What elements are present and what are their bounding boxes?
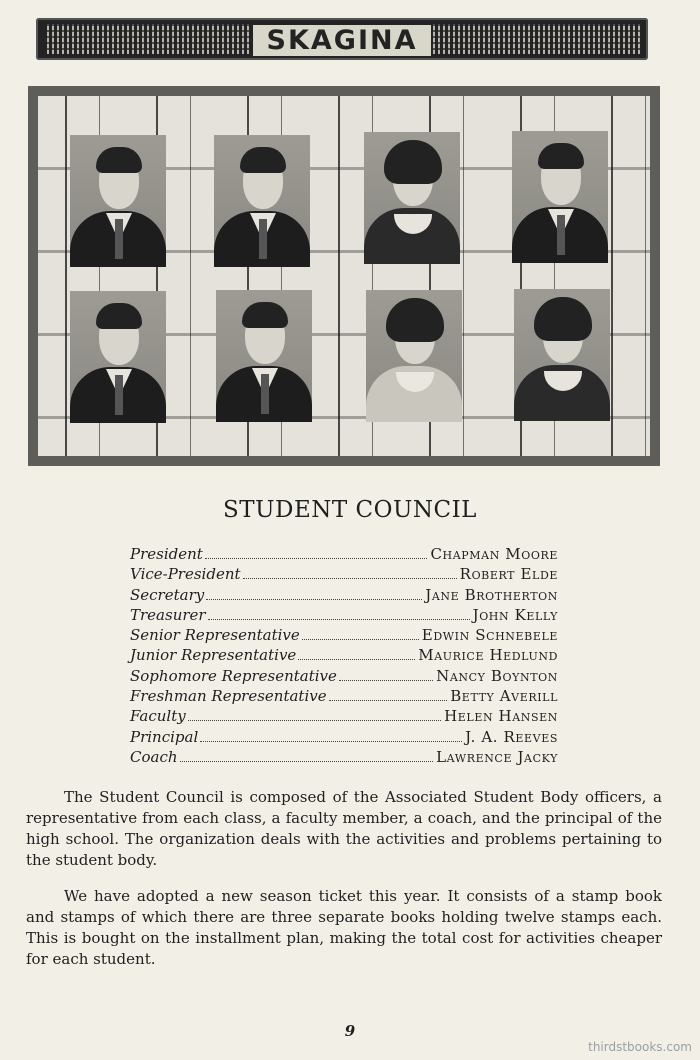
- portrait-photo: [70, 291, 166, 423]
- officer-row: [130, 565, 558, 585]
- portrait-photo: [366, 290, 462, 422]
- officers-list: [130, 545, 558, 768]
- officer-title: Freshman Representative: [130, 687, 327, 706]
- portrait-photo: [216, 290, 312, 422]
- officer-title: Coach: [130, 747, 178, 766]
- officer-title: Senior Representative: [130, 626, 300, 645]
- officer-title: Secretary: [130, 585, 205, 604]
- header-banner: [36, 18, 648, 60]
- page-heading: STUDENT COUNCIL: [223, 497, 477, 523]
- officer-title: Junior Representative: [130, 646, 297, 665]
- dot-leader: [205, 558, 428, 559]
- page-number: 9: [344, 1022, 356, 1040]
- officer-title: Vice-President: [130, 565, 241, 584]
- officer-row: [130, 728, 558, 748]
- watermark: thirdstbooks.com: [588, 1040, 692, 1054]
- officer-title: President: [130, 545, 203, 563]
- dot-leader: [243, 578, 457, 579]
- dot-leader: [302, 639, 419, 640]
- officer-row: [130, 606, 558, 626]
- officer-name: Nancy Boynton: [436, 666, 558, 685]
- officer-row: [130, 748, 558, 768]
- portrait-photo: [512, 131, 608, 263]
- dot-leader: [200, 741, 462, 742]
- body-paragraph: The Student Council is composed of the Associated Student Body officers, a representative from each class, a faculty member, a coach, and the principal of the high school. The organization deals with the activities and problems pertaining to the student body.: [26, 788, 662, 869]
- officer-name: Chapman Moore: [430, 545, 558, 563]
- officer-name: Helen Hansen: [444, 707, 558, 726]
- banner-title: SKAGINA: [36, 23, 648, 58]
- officer-name: Jane Brotherton: [425, 585, 558, 604]
- officer-title: Principal: [130, 727, 199, 746]
- officer-row: [130, 586, 558, 606]
- officer-name: Maurice Hedlund: [418, 646, 558, 665]
- dot-leader: [298, 659, 415, 660]
- officer-title: Faculty: [130, 707, 186, 726]
- officer-name: Lawrence Jacky: [436, 747, 558, 766]
- officer-title: Treasurer: [130, 605, 206, 624]
- dot-leader: [180, 761, 434, 762]
- officer-name: Robert Elde: [459, 565, 558, 584]
- portrait-photo: [364, 132, 460, 264]
- officer-row: [130, 707, 558, 727]
- portrait-photo: [514, 289, 610, 421]
- officer-name: J. A. Reeves: [465, 727, 558, 746]
- photo-panel: [28, 86, 660, 466]
- officer-title: Sophomore Representative: [130, 666, 337, 685]
- dot-leader: [208, 619, 470, 620]
- portrait-photo: [70, 135, 166, 267]
- officer-name: Betty Averill: [450, 687, 558, 706]
- portrait-photo: [214, 135, 310, 267]
- officer-row: [130, 626, 558, 646]
- officer-row: [130, 646, 558, 666]
- officer-name: John Kelly: [472, 605, 558, 624]
- dot-leader: [188, 720, 441, 721]
- officer-row: [130, 545, 558, 565]
- officer-row: [130, 667, 558, 687]
- body-paragraph: We have adopted a new season ticket this year. It consists of a stamp book and stamps of which there are three separate books holding twelve stamps each. This is bought on the installment plan, making the total cost for activities cheaper for each student.: [26, 887, 662, 968]
- dot-leader: [339, 680, 433, 681]
- dot-leader: [329, 700, 448, 701]
- officer-name: Edwin Schnebele: [421, 626, 558, 645]
- dot-leader: [206, 599, 422, 600]
- officer-row: [130, 687, 558, 707]
